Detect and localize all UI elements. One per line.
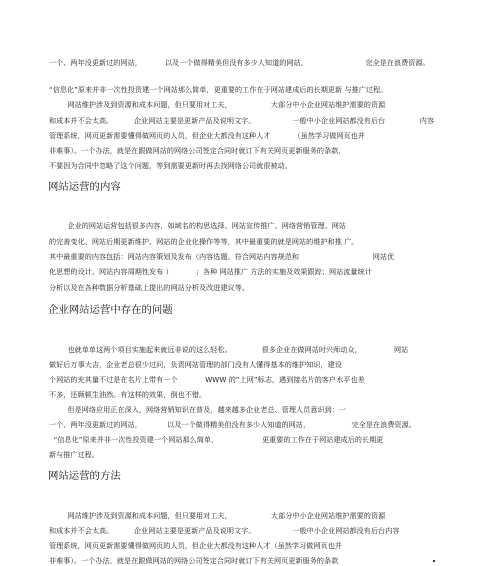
stray-mark: [433, 560, 435, 562]
paragraph-line: 但是网络应用正在深入，网络营销知识在普及，越来越多企业老总、管理人员意识到：一: [49, 405, 347, 414]
paragraph-line: 一个、两年没更新过的网站， 以及一个做得精美但没有多少人知道的网站， 完全是在浪费资源。: [49, 58, 430, 67]
paragraph-line: 网站维护涉及到资源和成本问题，但只要用对工夫， 大部分中小企业网站维护需要的资源: [49, 100, 386, 109]
section-heading: 企业网站运营中存在的问题: [48, 304, 173, 316]
paragraph-line: 和成本并不会太高。 企业网站主要是更新产品及说明文字。 一般中小企业网站都没有后台 内容: [49, 116, 435, 125]
paragraph-line: 也就单单这两个项目实施起来就远非说的这么轻松。 很多企业在做网站时兴师动众， 网站: [49, 345, 409, 354]
paragraph-line: 非难事）。一个办法，就是在跟做网站的网络公司签定合同时就订下有关网页更新服务的条款: [49, 556, 339, 565]
paragraph-line: 管理系统，网页更新需要懂得做网页的人员，但企业大都没有这种人才 （虽然学习做网页也并: [49, 131, 365, 140]
paragraph-line: 管理系统，网页更新需要懂得做网页的人员，但企业大都没有这种人才（虽然学习做网页也并: [49, 541, 342, 550]
paragraph-line: 一个、两年没更新过的网站， 以及一个做得精美但没有多少人知道的网站， 完全是在浪费资源。: [49, 420, 416, 429]
paragraph-line: 不多，还顾顿生油然。有这样的效果，倒也不错。: [49, 390, 207, 399]
paragraph-line: 新与推广过程。: [49, 450, 100, 459]
section-heading: 网站运营的内容: [48, 181, 121, 193]
paragraph-line: 个网站的充其量不过是在名片上带有一个 WWW 的“上网”标志，遇到接名片的客户水平也差: [49, 375, 365, 384]
paragraph-line: 其中最重要的内容包括：网站内容策划及发布（内容选题、符合网站内容规范和 网站优: [49, 252, 395, 261]
paragraph-line: 不要因为合同中忽略了这个问题，等到需要更新时再去找网络公司就很被动。: [49, 161, 292, 170]
paragraph-line: 企业的网站运营包括很多内容，如域名的构思选择、网站宣传推广、网络营销管理、网站: [49, 221, 347, 230]
paragraph-line: 做好后万事大吉，企业老总很少过问，负责网站管理的部门没有人懂得基本的维护知识，建设: [49, 360, 342, 369]
paragraph-line: 化思想的设计、网站内容周期性发布 ） ；各种 网站推广 方法的实施及效果跟踪；网站流量统计: [49, 267, 372, 276]
section-heading: 网站运营的方法: [48, 470, 121, 482]
paragraph-line: 分析以及在各种数据分析基础上提出的网站分析及改进建议等。: [49, 283, 250, 292]
paragraph-line: 的完善变化、网站后期更新维护、网站的企业化操作等等，其中最重要的就是网站的维护和推 广。: [49, 237, 359, 246]
paragraph-line: “信息化”原来并非一次性投资建一个网站那么简单， 更重要的工作在于网站建成后的长期更: [49, 435, 384, 444]
paragraph-line: 和成本并不会太高。 企业网站主要是更新产品及说明文字。 一般中小企业网站都没有后台内容: [49, 526, 400, 535]
paragraph-line: 非难事）。一个办法，就是在跟做网站的网络公司签定合同时就订下有关网页更新服务的条款，: [49, 146, 346, 155]
paragraph-line: 网站维护涉及到资源和成本问题，但只要用对工夫， 大部分中小企业网站维护需要的资源: [49, 511, 386, 520]
paragraph-line: “信息化”原来并非一次性投资建一个网站那么简单，更重要的工作在于网站建成后的长期更新 与推广过程。: [49, 85, 388, 94]
